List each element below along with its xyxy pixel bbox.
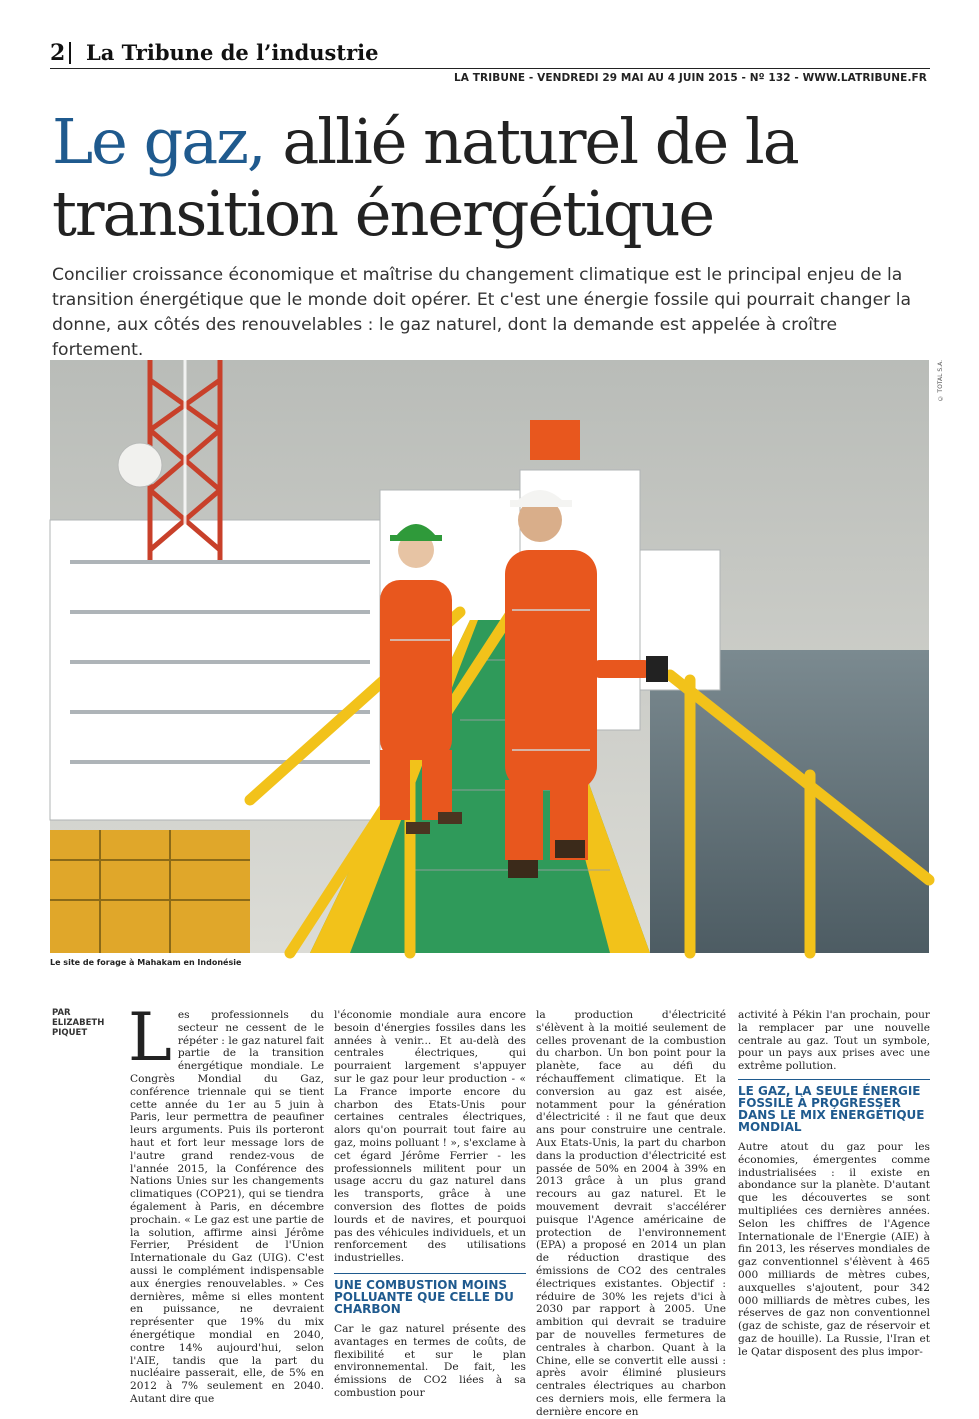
page-header [50,40,930,70]
column-2-text-b: Car le gaz naturel présente des avantages en termes de coûts, de flexibilité et sur le plan environnemental. De fait, les émissions de CO2 liées à sa combustion pour [334,1322,526,1399]
page-number: 2 [50,40,66,66]
article-column-1 [128,999,324,1406]
section-title: La Tribune de l’industrie [86,40,379,65]
offshore-platform-photo [50,360,929,953]
column-4-text-a: activité à Pékin l'an prochain, pour la remplacer par une nouvelle centrale au gaz. Tout un symbole, pour un pays aux prises avec une extrême pollution. [738,1009,930,1073]
subhead-combustion: UNE COMBUSTION MOINS POLLUANTE QUE CELLE DU CHARBON [334,1273,526,1315]
article-column-3 [536,1009,726,1419]
article-column-2 [334,1009,526,1400]
headline-rest: allié naturel de la transition énergétique [52,105,798,250]
column-1-text: es professionnels du secteur ne cessent de le répéter : le gaz naturel fait partie de la transition énergétique mondiale. Le Congrès Mondial du Gaz, conférence triennale qui se tient cette année du 1er au 5 juin à Paris, leur permettra de peaufiner leurs arguments. Puis ils porteront haut et fort leur message lors de l'autre grand rendez-vous de l'année 2015, la Conférence des Nations Unies sur les changements climatiques (COP21), qui se tiendra également à Paris, en décembre prochain. « Le gaz est une partie de la solution, affirme ainsi Jérôme Ferrier, Président de l'Union Internationale du Gaz (UIG). C'est aussi le complément indispensable aux énergies renouvelables. » Ces dernières, même si elles montent en puissance, ne devraient représenter que 19% du mix énergétique mondial en 2040, contre 14% aujourd'hui, selon l'AIE, tandis que la part du nucléaire passerait, elle, de 5% en 2012 à 7% seulement en 2040. Autant dire que [130,1009,324,1405]
column-3-text: la production d'électricité s'élèvent à la moitié seulement de celles provenant de la combustion du charbon. Un bon point pour la planète, face au défi du réchauffement climatique. Et la conversion au gaz est aisée, notamment pour la génération d'électricité : il ne faut que deux ans pour construire une centrale. Aux Etats-Unis, la part du charbon dans la production d'électricité est passée de 50% en 2004 à 39% en 2013 grâce à un plus grand recours au gaz naturel. Et le mouvement devrait s'accélérer puisque l'Agence américaine de protection de l'environnement (EPA) a proposé en 2014 un plan de réduction drastique des émissions de CO2 des centrales électriques existantes. Objectif : réduire de 30% les rejets d'ici à 2030 par rapport à 2005. Une ambition qui devrait se traduire par de nouvelles fermetures de centrales à charbon. Quant à la Chine, elle se convertit elle aussi : après avoir éliminé plusieurs centrales électriques au charbon ces derniers mois, elle fermera la dernière encore en [536,1009,726,1418]
headline [52,106,932,250]
photo-caption: Le site de forage à Mahakam en Indonésie [50,958,242,967]
byline: PAR ELIZABETH PIQUET [52,1008,105,1038]
dropcap: L [128,999,172,1076]
column-2-text-a: l'économie mondiale aura encore besoin d'énergies fossiles dans les années à venir... Et au-delà des centrales électriques, qui pourraient largement s'appuyer sur le gaz pour leur production - « La France importe encore du charbon des Etats-Unis pour certaines centrales électriques, alors qu'on pourrait tout faire au gaz, moins polluant ! », s'exclame à cet égard Jérôme Ferrier - les professionnels militent pour un usage accru du gaz naturel dans les transports, grâce à une conversion des flottes de poids lourds et de navires, et pourquoi pas des véhicules individuels, et un renforcement des utilisations industrielles. [334,1009,526,1265]
column-4-text-b: Autre atout du gaz pour les économies, émergentes comme industrialisées : il existe en abondance sur la planète. D'autant que les découvertes se sont multipliées ces dernières années. Selon les chiffres de l'Agence Internationale de l'Energie (AIE) à fin 2013, les réserves mondiales de gaz conventionnel s'élèvent à 465 000 milliards de mètres cubes, auxquelles s'ajoutent, pour 342 000 milliards de mètres cubes, les réserves de gaz non conventionnel (gaz de schiste, gaz de réservoir et gaz de houille). La Russie, l'Iran et le Qatar disposent des plus impor- [738,1140,930,1358]
photo-credit: © TOTAL S.A. [937,360,944,402]
headline-accent: Le gaz, [52,105,265,178]
header-rule [50,68,930,69]
subhead-seule-energie: LE GAZ, LA SEULE ÉNERGIE FOSSILE À PROGRESSER DANS LE MIX ÉNERGÉTIQUE MONDIAL [738,1079,930,1133]
article-column-4 [738,1009,930,1359]
header-separator [69,42,71,64]
dateline: LA TRIBUNE - VENDREDI 29 MAI AU 4 JUIN 2015 - Nº 132 - WWW.LATRIBUNE.FR [454,72,927,84]
lede: Concilier croissance économique et maîtrise du changement climatique est le principal enjeu de la transition énergétique que le monde doit opérer. Et c'est une énergie fossile qui pourrait changer la donne, aux côtés des renouvelables : le gaz naturel, dont la demande est appelée à croître fortement. [52,265,912,360]
